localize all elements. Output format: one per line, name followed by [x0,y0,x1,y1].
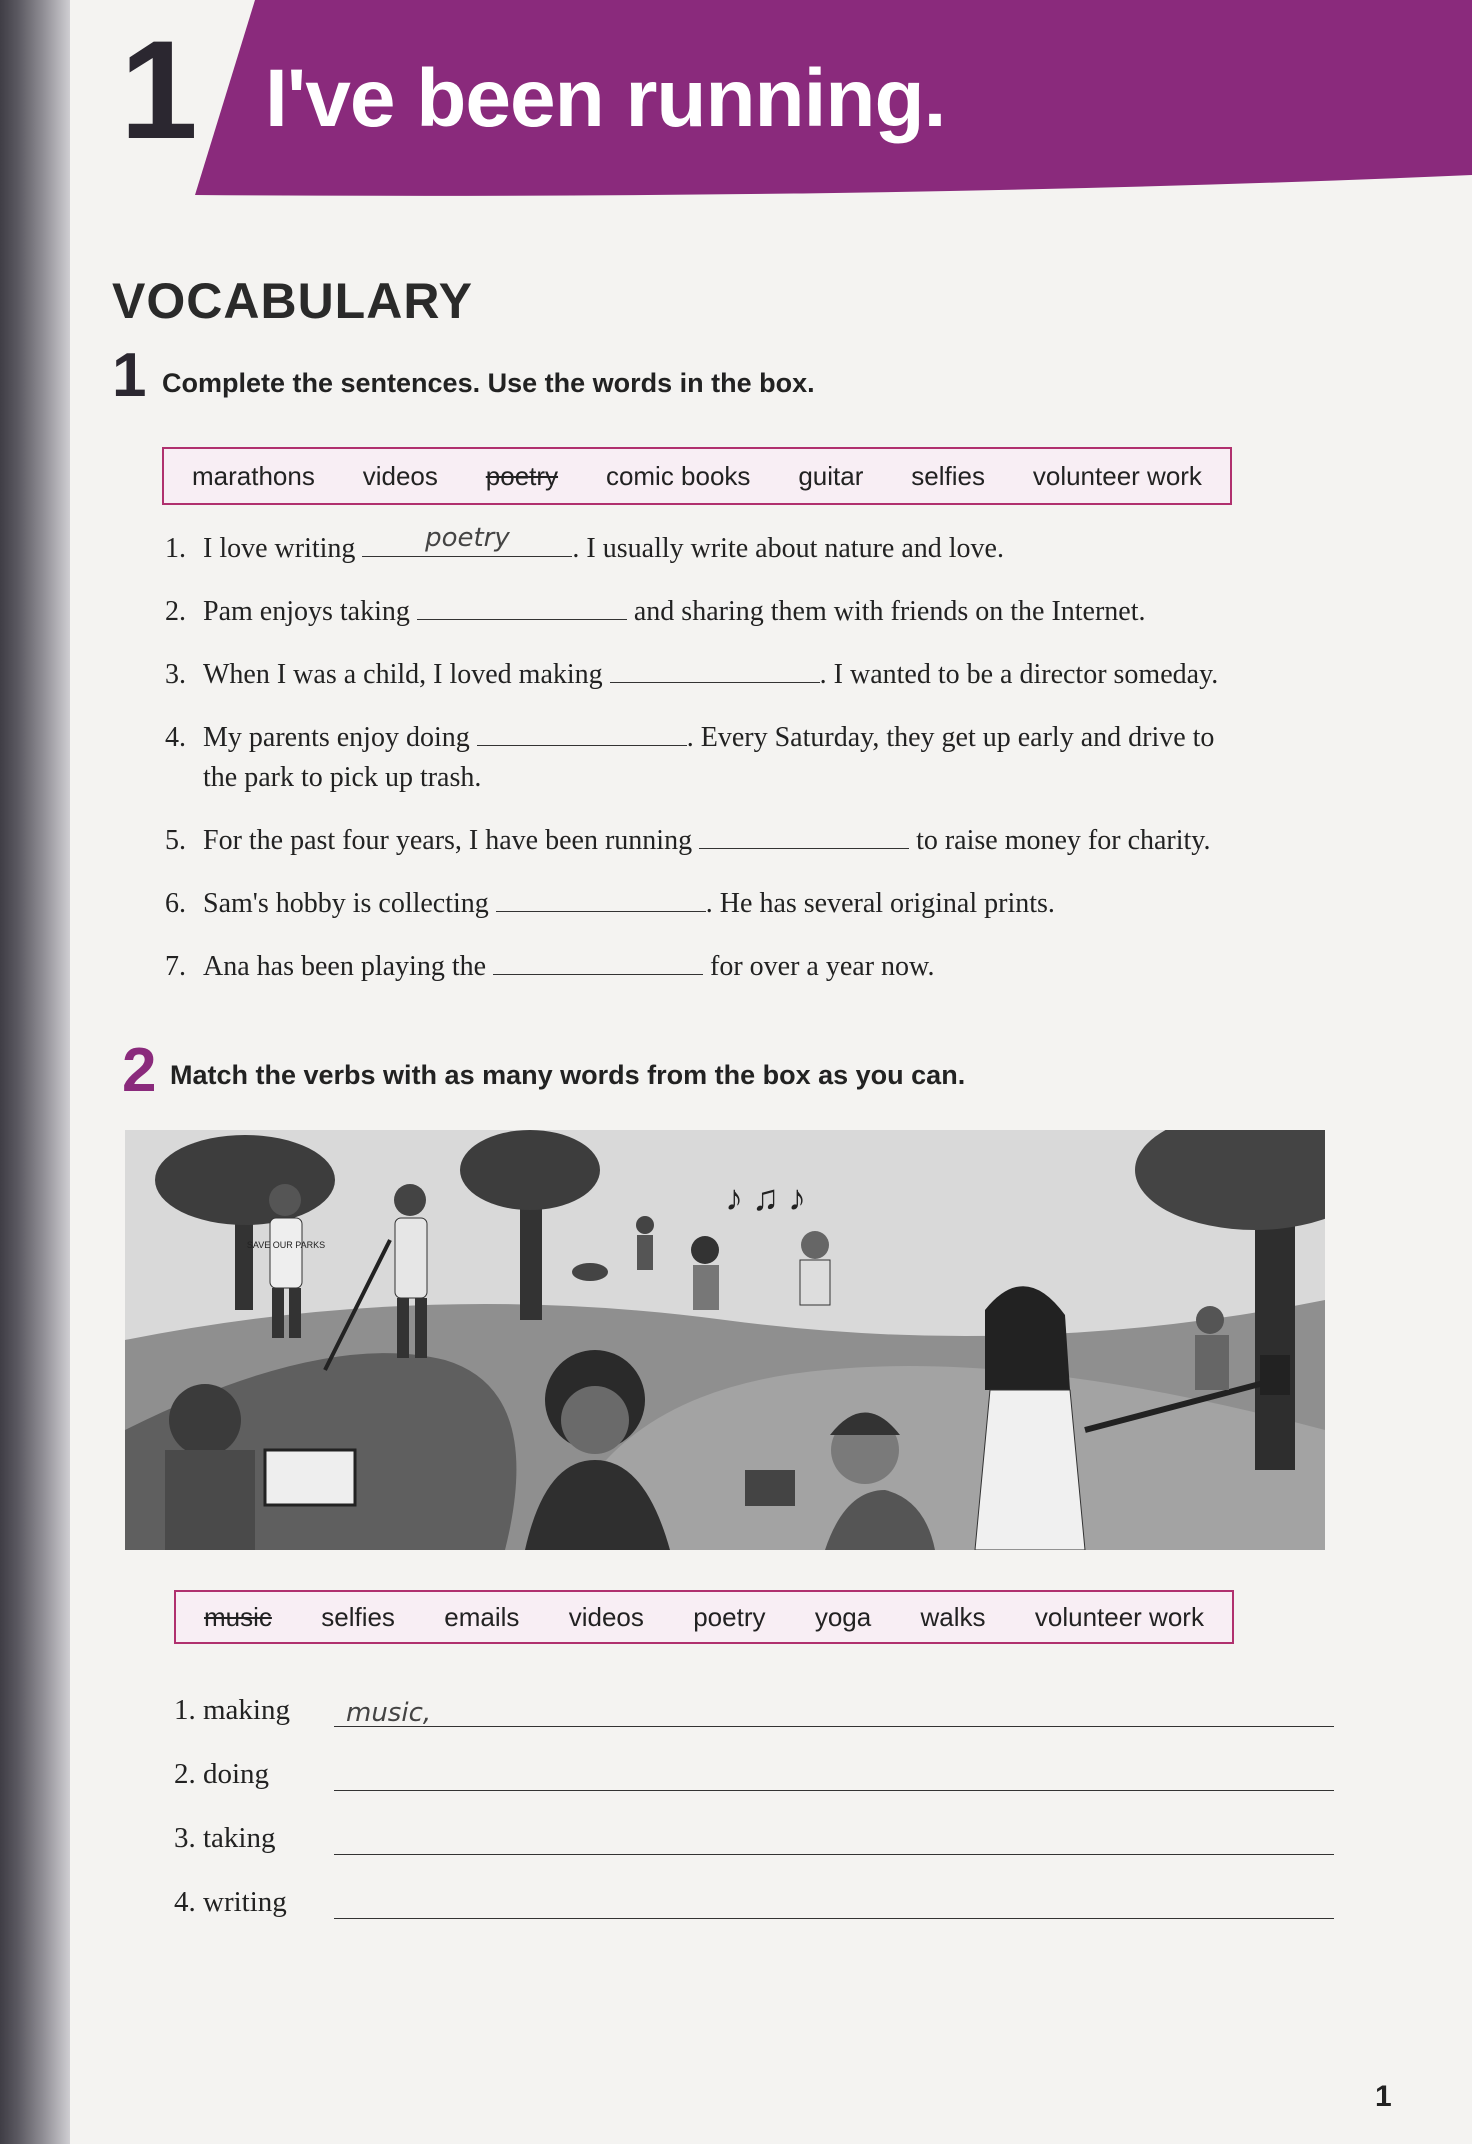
section-heading: VOCABULARY [112,273,473,329]
sentence-5 [165,820,1405,861]
exercise-1-instruction: Complete the sentences. Use the words in the box. [162,368,815,398]
match-item-2 [174,1747,1334,1791]
answer-blank[interactable] [699,820,909,849]
handwritten-answer: poetry [425,523,510,553]
sentence-2 [165,591,1405,632]
sentence-7 [165,946,1405,987]
match-verb-label: 1. making [174,1694,290,1726]
answer-line[interactable] [334,1760,1334,1791]
sentence-number: 3. [165,659,186,690]
word-box-item: walks [920,1601,986,1632]
sentence-before: For the past four years, I have been running [203,825,693,856]
answer-blank[interactable] [477,717,687,746]
sentence-after: . Every Saturday, they get up early and drive to [686,722,1215,753]
word-box-item: marathons [192,460,315,491]
sentence-after: . I usually write about nature and love. [572,533,1004,564]
sentence-after: . I wanted to be a director someday. [819,659,1219,690]
match-verb-label: 4. writing [174,1886,287,1918]
word-box-item: poetry [693,1601,766,1632]
word-box-item-struck: music [204,1601,272,1632]
sentence-after: for over a year now. [710,951,935,982]
exercise-2-number: 2 [122,1036,157,1105]
handwritten-answer: music, [346,1698,432,1728]
sentence-after: and sharing them with friends on the Internet. [633,596,1146,627]
word-box-item: videos [362,460,438,491]
word-box-item: selfies [911,460,985,491]
answer-blank[interactable] [496,883,706,912]
sentence-number: 6. [165,888,186,919]
svg-text:♪ ♫ ♪: ♪ ♫ ♪ [725,1178,806,1218]
answer-line[interactable] [334,1696,1334,1727]
unit-title: I've been running. [265,53,946,144]
book-spine-shadow [0,0,70,2144]
word-box-item: volunteer work [1032,460,1202,491]
word-box-item: selfies [321,1601,395,1632]
park-illustration [125,1130,1325,1550]
exercise-2-instruction: Match the verbs with as many words from the box as you can. [170,1060,966,1090]
match-verb-label: 2. doing [174,1758,270,1790]
sentence-before: When I was a child, I loved making [203,659,603,690]
sentence-number: 5. [165,825,186,856]
match-item-1 [174,1683,1334,1727]
sentence-after: . He has several original prints. [705,888,1055,919]
answer-blank[interactable] [493,946,703,975]
answer-blank[interactable] [610,654,820,683]
exercise-1-word-box [162,447,1232,505]
sentence-number: 2. [165,596,186,627]
sentence-before: Ana has been playing the [203,951,487,982]
match-item-4 [174,1875,1334,1919]
sentence-1 [165,523,1405,569]
unit-number: 1 [120,11,198,168]
exercise-2-word-box [174,1590,1234,1644]
sentence-continuation: the park to pick up trash. [203,762,482,793]
word-box-item: volunteer work [1034,1601,1204,1632]
sentence-4 [165,717,1405,798]
workbook-page [70,0,1472,2144]
answer-line[interactable] [334,1824,1334,1855]
answer-line[interactable] [334,1888,1334,1919]
word-box-item: yoga [814,1601,872,1632]
exercise-1-number: 1 [112,341,147,410]
answer-blank[interactable] [417,591,627,620]
match-verb-label: 3. taking [174,1822,276,1854]
sentence-number: 4. [165,722,186,753]
answer-blank[interactable] [362,523,572,557]
word-box-item: videos [568,1601,644,1632]
word-box-item: guitar [798,460,864,491]
match-item-3 [174,1811,1334,1855]
word-box-item: comic books [605,460,751,491]
page-number: 1 [1375,2080,1392,2113]
sentence-number: 1. [165,533,186,564]
word-box-item: emails [444,1601,520,1632]
sentence-before: My parents enjoy doing [203,722,470,753]
sentence-before: I love writing [203,533,356,564]
sentence-number: 7. [165,951,186,982]
sentence-after: to raise money for charity. [916,825,1211,856]
shirt-text: SAVE OUR PARKS [246,1240,326,1250]
sentence-6 [165,883,1405,924]
word-box-item-struck: poetry [485,460,559,491]
sentence-before: Pam enjoys taking [203,596,410,627]
sentence-before: Sam's hobby is collecting [203,888,489,919]
sentence-3 [165,654,1405,695]
